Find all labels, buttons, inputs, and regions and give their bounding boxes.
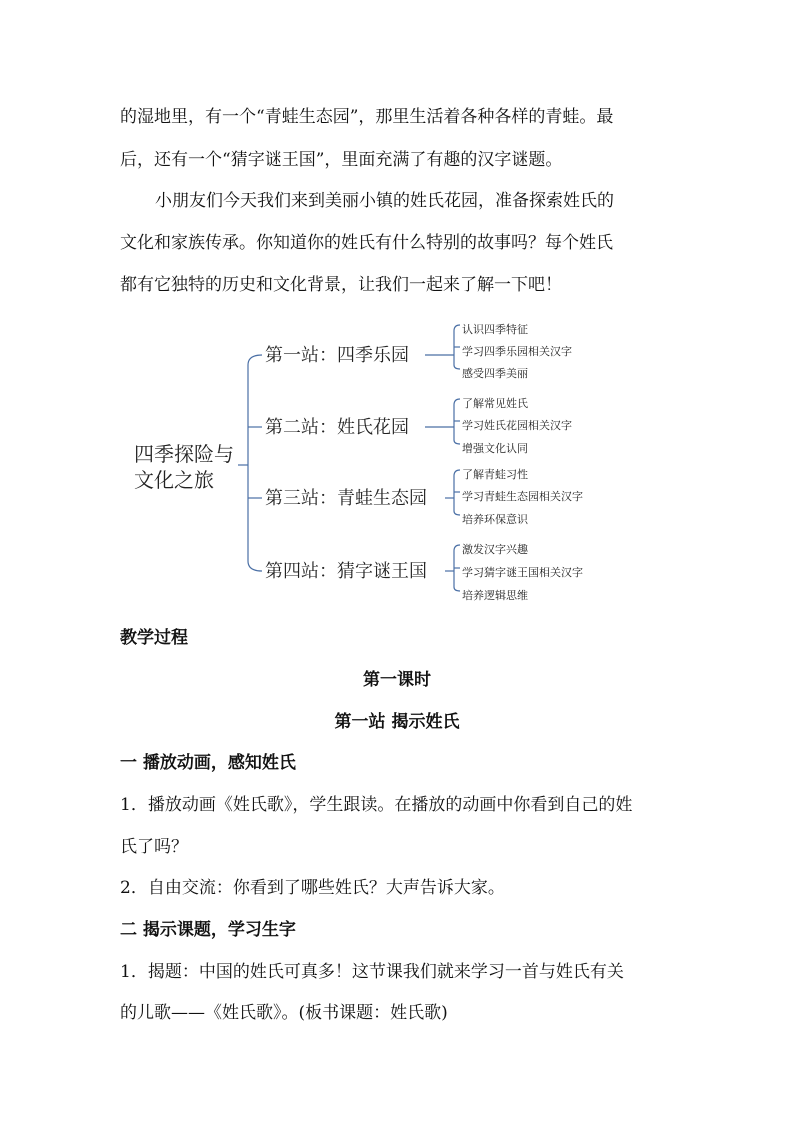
mindmap-diagram	[120, 305, 640, 615]
part2-heading: 二 揭示课题，学习生字	[120, 920, 296, 940]
mindmap-item: 培养环保意识	[462, 513, 528, 526]
mindmap-station-1: 第一站：四季乐园	[265, 345, 409, 366]
mindmap-item: 学习姓氏花园相关汉字	[462, 419, 572, 432]
mindmap-item: 培养逻辑思维	[462, 589, 528, 602]
paragraph-line: 1．播放动画《姓氏歌》，学生跟读。在播放的动画中你看到自己的姓	[120, 795, 633, 815]
paragraph-line: 的儿歌——《姓氏歌》。(板书课题：姓氏歌)	[120, 1003, 448, 1023]
station-title: 第一站 揭示姓氏	[334, 712, 460, 732]
mindmap-item: 增强文化认同	[462, 442, 528, 455]
lesson-title: 第一课时	[363, 670, 431, 690]
paragraph-line: 的湿地里，有一个“青蛙生态园”，那里生活着各种各样的青蛙。最	[120, 107, 614, 127]
paragraph-line: 小朋友们今天我们来到美丽小镇的姓氏花园，准备探索姓氏的	[155, 191, 614, 211]
paragraph-line: 文化和家族传承。你知道你的姓氏有什么特别的故事吗？每个姓氏	[120, 233, 613, 253]
paragraph-line: 2．自由交流：你看到了哪些姓氏？大声告诉大家。	[120, 878, 505, 898]
mindmap-station-2: 第二站：姓氏花园	[265, 417, 409, 438]
mindmap-item: 感受四季美丽	[462, 367, 528, 380]
mindmap-root-line2: 文化之旅	[134, 468, 214, 492]
mindmap-station-4: 第四站：猜字谜王国	[265, 561, 427, 582]
paragraph-line: 氏了吗？	[120, 837, 188, 857]
mindmap-root-line1: 四季探险与	[134, 442, 234, 466]
mindmap-item: 学习猜字谜王国相关汉字	[462, 566, 583, 579]
mindmap-item: 了解青蛙习性	[462, 468, 528, 481]
paragraph-line: 都有它独特的历史和文化背景，让我们一起来了解一下吧！	[120, 275, 562, 295]
mindmap-item: 认识四季特征	[462, 323, 528, 336]
mindmap-station-3: 第三站：青蛙生态园	[265, 488, 427, 509]
mindmap-item: 学习四季乐园相关汉字	[462, 345, 572, 358]
mindmap-item: 激发汉字兴趣	[462, 543, 528, 556]
mindmap-item: 了解常见姓氏	[462, 397, 528, 410]
part1-heading: 一 播放动画，感知姓氏	[120, 753, 296, 773]
paragraph-line: 后，还有一个“猜字谜王国”，里面充满了有趣的汉字谜题。	[120, 150, 563, 170]
section-heading-teaching-process: 教学过程	[120, 628, 188, 648]
main-bracket	[248, 355, 262, 571]
paragraph-line: 1．揭题：中国的姓氏可真多！这节课我们就来学习一首与姓氏有关	[120, 962, 624, 982]
mindmap-item: 学习青蛙生态园相关汉字	[462, 490, 583, 503]
